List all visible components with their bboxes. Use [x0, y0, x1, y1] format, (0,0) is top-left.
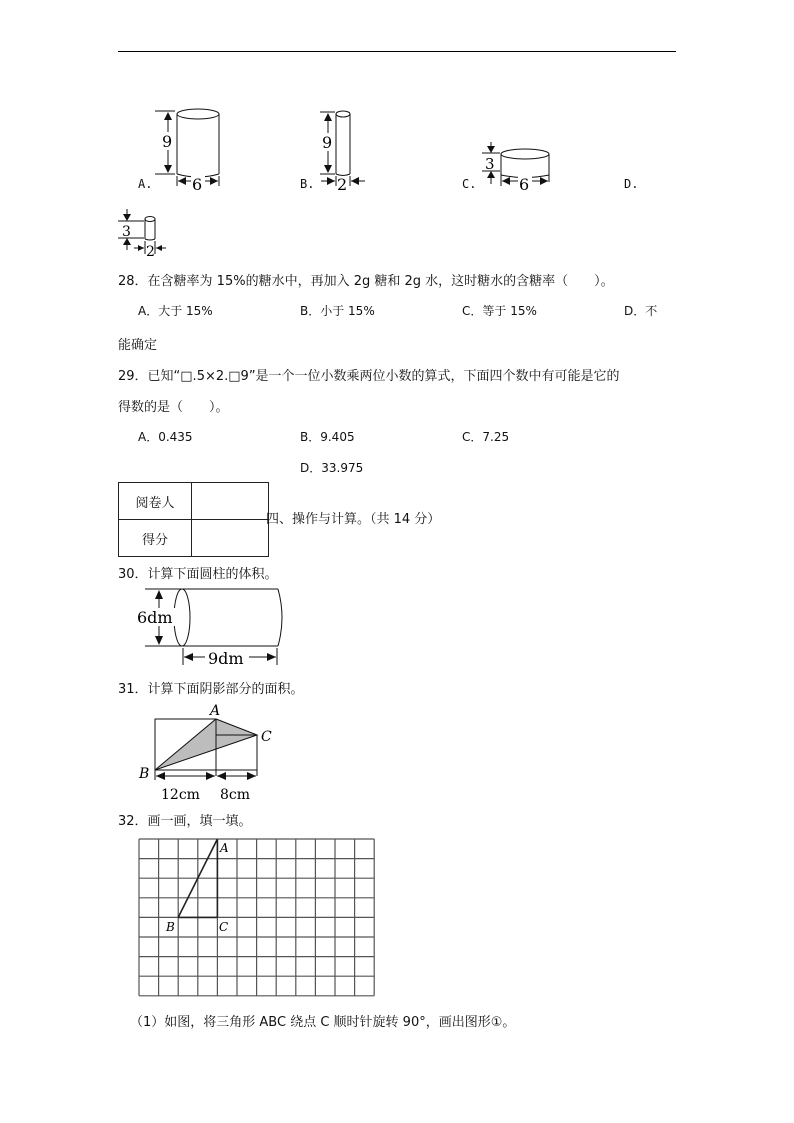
q29-option-b[interactable]: B．9.405	[300, 430, 355, 444]
q28-option-d[interactable]: D．不	[624, 304, 658, 318]
q31-point-b: B	[139, 766, 150, 782]
q32-point-c: C	[219, 920, 229, 934]
q31-point-a: A	[210, 703, 221, 719]
q27-option-c-label[interactable]: C.	[462, 177, 477, 191]
q30-diameter-label: 6dm	[137, 608, 173, 627]
q29-stem-line2: 得数的是（ ）。	[118, 400, 229, 415]
q27-option-d-cylinder-figure	[118, 206, 170, 260]
q27-c-height: 3	[485, 155, 495, 173]
q27-option-d-label[interactable]: D.	[624, 177, 639, 191]
q27-option-b-label[interactable]: B.	[300, 177, 315, 191]
section-title: 四、操作与计算。（共 14 分）	[266, 512, 441, 527]
q31-shaded-figure	[135, 700, 295, 804]
q27-option-c-cylinder-figure	[482, 142, 554, 194]
q32-grid-figure	[139, 839, 375, 997]
q32-subquestion-1: （1）如图，将三角形 ABC 绕点 C 顺时针旋转 90°，画出图形①。	[130, 1015, 516, 1030]
q27-b-height: 9	[322, 133, 333, 152]
q27-option-b-cylinder-figure	[318, 108, 368, 194]
q31-point-c: C	[261, 729, 272, 745]
q27-d-height: 3	[122, 224, 131, 240]
q31-right-width: 8cm	[220, 787, 251, 803]
q29-option-a[interactable]: A．0.435	[138, 430, 193, 444]
q32-point-a: A	[220, 841, 229, 855]
q28-option-a[interactable]: A．大于 15%	[138, 304, 213, 318]
q32-point-b: B	[166, 920, 175, 934]
q27-b-diameter: 2	[337, 175, 348, 194]
grader-score-table	[118, 482, 269, 557]
q31-left-width: 12cm	[161, 787, 200, 803]
q27-option-a-cylinder-figure	[155, 104, 225, 194]
grader-label: 阅卷人	[119, 483, 192, 520]
grader-field[interactable]	[192, 483, 269, 520]
header-rule	[118, 51, 676, 52]
q32-stem: 32．画一画，填一填。	[118, 814, 252, 829]
score-label: 得分	[119, 520, 192, 557]
q27-a-height: 9	[162, 132, 173, 151]
score-field[interactable]	[192, 520, 269, 557]
q27-option-a-label[interactable]: A.	[138, 177, 153, 191]
q29-stem-line1: 29．已知“□.5×2.□9”是一个一位小数乘两位小数的算式，下面四个数中有可能是它的	[118, 369, 620, 384]
q29-option-c[interactable]: C．7.25	[462, 430, 510, 444]
q27-d-diameter: 2	[146, 244, 155, 260]
q27-c-diameter: 6	[519, 175, 530, 194]
q29-option-d[interactable]: D．33.975	[300, 461, 364, 475]
q28-option-d-wrap: 能确定	[118, 338, 158, 353]
q28-option-c[interactable]: C．等于 15%	[462, 304, 537, 318]
q27-a-diameter: 6	[192, 175, 203, 194]
q30-cylinder-figure	[135, 588, 295, 668]
q30-stem: 30．计算下面圆柱的体积。	[118, 567, 278, 582]
q28-stem: 28．在含糖率为 15%的糖水中，再加入 2g 糖和 2g 水，这时糖水的含糖率（ ）。	[118, 274, 614, 289]
q28-option-b[interactable]: B．小于 15%	[300, 304, 375, 318]
q30-length-label: 9dm	[208, 649, 244, 668]
q31-stem: 31．计算下面阴影部分的面积。	[118, 682, 304, 697]
